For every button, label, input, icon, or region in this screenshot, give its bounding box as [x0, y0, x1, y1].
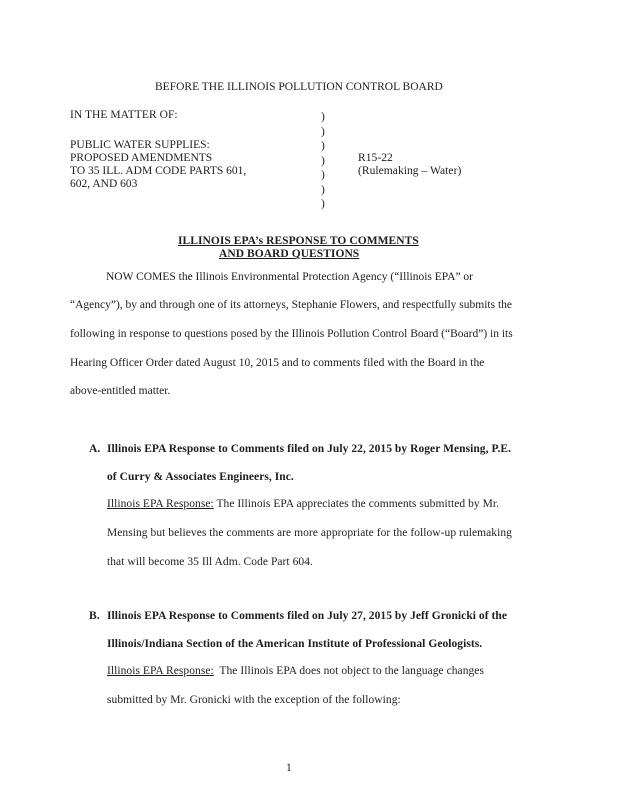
- intro-line: Hearing Officer Order dated August 10, 2015 and to comments filed with the Board in the: [70, 357, 485, 369]
- intro-line: following in response to questions posed by the Illinois Pollution Control Board (“Board”) in its: [70, 328, 513, 340]
- paren: ): [321, 183, 325, 196]
- section-a-response-text: The Illinois EPA appreciates the comments submitted by Mr.: [213, 498, 500, 510]
- document-title-line-2: AND BOARD QUESTIONS: [219, 248, 360, 260]
- section-a-heading-line: of Curry & Associates Engineers, Inc.: [107, 471, 294, 483]
- section-a-response-line: [107, 498, 499, 510]
- paren: ): [321, 111, 325, 123]
- matter-label: IN THE MATTER OF:: [70, 109, 178, 121]
- section-a-response-label: Illinois EPA Response:: [107, 498, 214, 510]
- section-b-letter: B.: [89, 610, 100, 622]
- caption-parens: [321, 110, 325, 212]
- paren: ): [321, 154, 325, 167]
- docket-number: R15-22: [358, 152, 393, 164]
- document-title-line-1: ILLINOIS EPA’s RESPONSE TO COMMENTS: [178, 235, 419, 247]
- page-number: 1: [286, 762, 292, 774]
- paren: ): [321, 140, 325, 152]
- section-a-letter: A.: [89, 443, 101, 455]
- caption-line: PROPOSED AMENDMENTS: [70, 152, 213, 164]
- section-b-heading-line: Illinois EPA Response to Comments filed on July 27, 2015 by Jeff Gronicki of the: [107, 610, 508, 622]
- section-a-response-line: that will become 35 Ill Adm. Code Part 604.: [107, 556, 313, 568]
- section-b-response-label: Illinois EPA Response:: [107, 665, 214, 677]
- section-a-response-line: Mensing but believes the comments are more appropriate for the follow-up rulemaking: [107, 527, 512, 539]
- caption-left: [70, 139, 246, 191]
- section-a-heading-line: Illinois EPA Response to Comments filed on July 22, 2015 by Roger Mensing, P.E.: [107, 443, 512, 455]
- board-header: BEFORE THE ILLINOIS POLLUTION CONTROL BOARD: [155, 81, 443, 93]
- caption-line: TO 35 ILL. ADM CODE PARTS 601,: [70, 165, 247, 177]
- section-b-heading-line: Illinois/Indiana Section of the American Institute of Professional Geologists.: [107, 638, 483, 650]
- paren: ): [321, 169, 325, 181]
- section-b-response-text: The Illinois EPA does not object to the language changes: [213, 665, 484, 677]
- paren: ): [321, 198, 325, 210]
- docket-type: (Rulemaking – Water): [358, 165, 462, 177]
- caption-line: PUBLIC WATER SUPPLIES:: [70, 139, 210, 151]
- caption-line: 602, AND 603: [70, 178, 138, 190]
- intro-line: above-entitled matter.: [70, 385, 171, 397]
- section-b-response-line: submitted by Mr. Gronicki with the exception of the following:: [107, 694, 401, 706]
- section-b-response-line: [107, 665, 484, 677]
- intro-line: “Agency”), by and through one of its attorneys, Stephanie Flowers, and respectfully submits the: [70, 299, 513, 311]
- paren: ): [321, 125, 325, 138]
- intro-line: NOW COMES the Illinois Environmental Protection Agency (“Illinois EPA” or: [106, 271, 474, 283]
